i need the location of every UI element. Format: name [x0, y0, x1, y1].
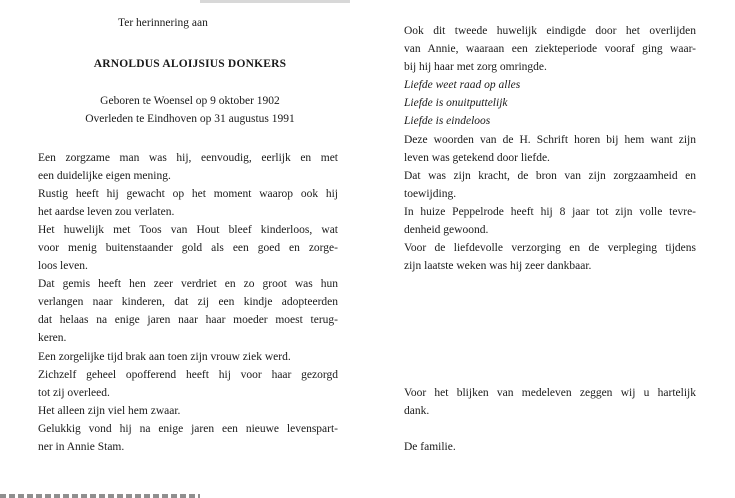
left-text-line: dat helaas na enige jaren naar haar moeder moest terug-	[38, 314, 338, 326]
right-text-line: Voor de liefdevolle verzorging en de verpleging tijdens	[404, 242, 696, 254]
scripture-line: Liefde is onuitputtelijk	[404, 97, 508, 109]
thanks-line: dank.	[404, 405, 430, 417]
right-text-line: In huize Peppelrode heeft hij 8 jaar tot zijn volle tevre-	[404, 206, 696, 218]
signature: De familie.	[404, 441, 456, 453]
left-text-line: een duidelijke eigen mening.	[38, 170, 171, 182]
right-text-line: Dat was zijn kracht, de bron van zijn zorgzaamheid en	[404, 170, 696, 182]
thanks-line: Voor het blijken van medeleven zeggen wij u hartelijk	[404, 387, 696, 399]
left-text-line: Zichzelf geheel opofferend heeft hij voor haar gezorgd	[38, 369, 338, 381]
right-page	[404, 0, 696, 490]
deceased-name: ARNOLDUS ALOIJSIUS DONKERS	[93, 58, 287, 70]
left-text-line: Het huwelijk met Toos van Hout bleef kinderloos, wat	[38, 224, 338, 236]
left-text-line: ner in Annie Stam.	[38, 441, 125, 453]
card-bottom-edge	[0, 494, 200, 498]
scripture-line: Liefde weet raad op alles	[404, 79, 521, 91]
left-text-line: loos leven.	[38, 260, 88, 272]
left-text-line: Rustig heeft hij gewacht op het moment waarop ook hij	[38, 188, 338, 200]
right-text-line: van Annie, waaraan een ziekteperiode vooraf ging waar-	[404, 43, 696, 55]
left-text-line: voor menig buitenstaander gold als een goed en zorge-	[38, 242, 338, 254]
left-text-line: Dat gemis heeft hen zeer verdriet en zo groot was hun	[38, 278, 338, 290]
right-text-line: zijn laatste weken was hij zeer dankbaar.	[404, 260, 592, 272]
right-text-line: Deze woorden van de H. Schrift horen bij hem want zijn	[404, 134, 696, 146]
left-text-line: Een zorgelijke tijd brak aan toen zijn vrouw ziek werd.	[38, 351, 291, 363]
left-text-line: Het alleen zijn viel hem zwaar.	[38, 405, 181, 417]
right-text-line: leven was getekend door liefde.	[404, 152, 550, 164]
intro-text: Ter herinnering aan	[118, 17, 208, 29]
right-text-line: denheid gewoond.	[404, 224, 489, 236]
left-page	[38, 0, 338, 490]
death-line: Overleden te Eindhoven op 31 augustus 1991	[85, 113, 295, 125]
right-text-line: bij hij haar met zorg omringde.	[404, 61, 547, 73]
left-text-line: tot zij overleed.	[38, 387, 110, 399]
right-text-line: toewijding.	[404, 188, 457, 200]
left-text-line: Een zorgzame man was hij, eenvoudig, eerlijk en met	[38, 152, 338, 164]
left-text-line: Gelukkig vond hij na enige jaren een nieuwe levenspart-	[38, 423, 338, 435]
left-text-line: verlangen naar kinderen, dat zij een kindje adopteerden	[38, 296, 338, 308]
birth-line: Geboren te Woensel op 9 oktober 1902	[100, 95, 280, 107]
left-text-line: keren.	[38, 332, 67, 344]
left-text-line: het aardse leven zou verlaten.	[38, 206, 175, 218]
right-text-line: Ook dit tweede huwelijk eindigde door het overlijden	[404, 25, 696, 37]
scripture-line: Liefde is eindeloos	[404, 115, 491, 127]
